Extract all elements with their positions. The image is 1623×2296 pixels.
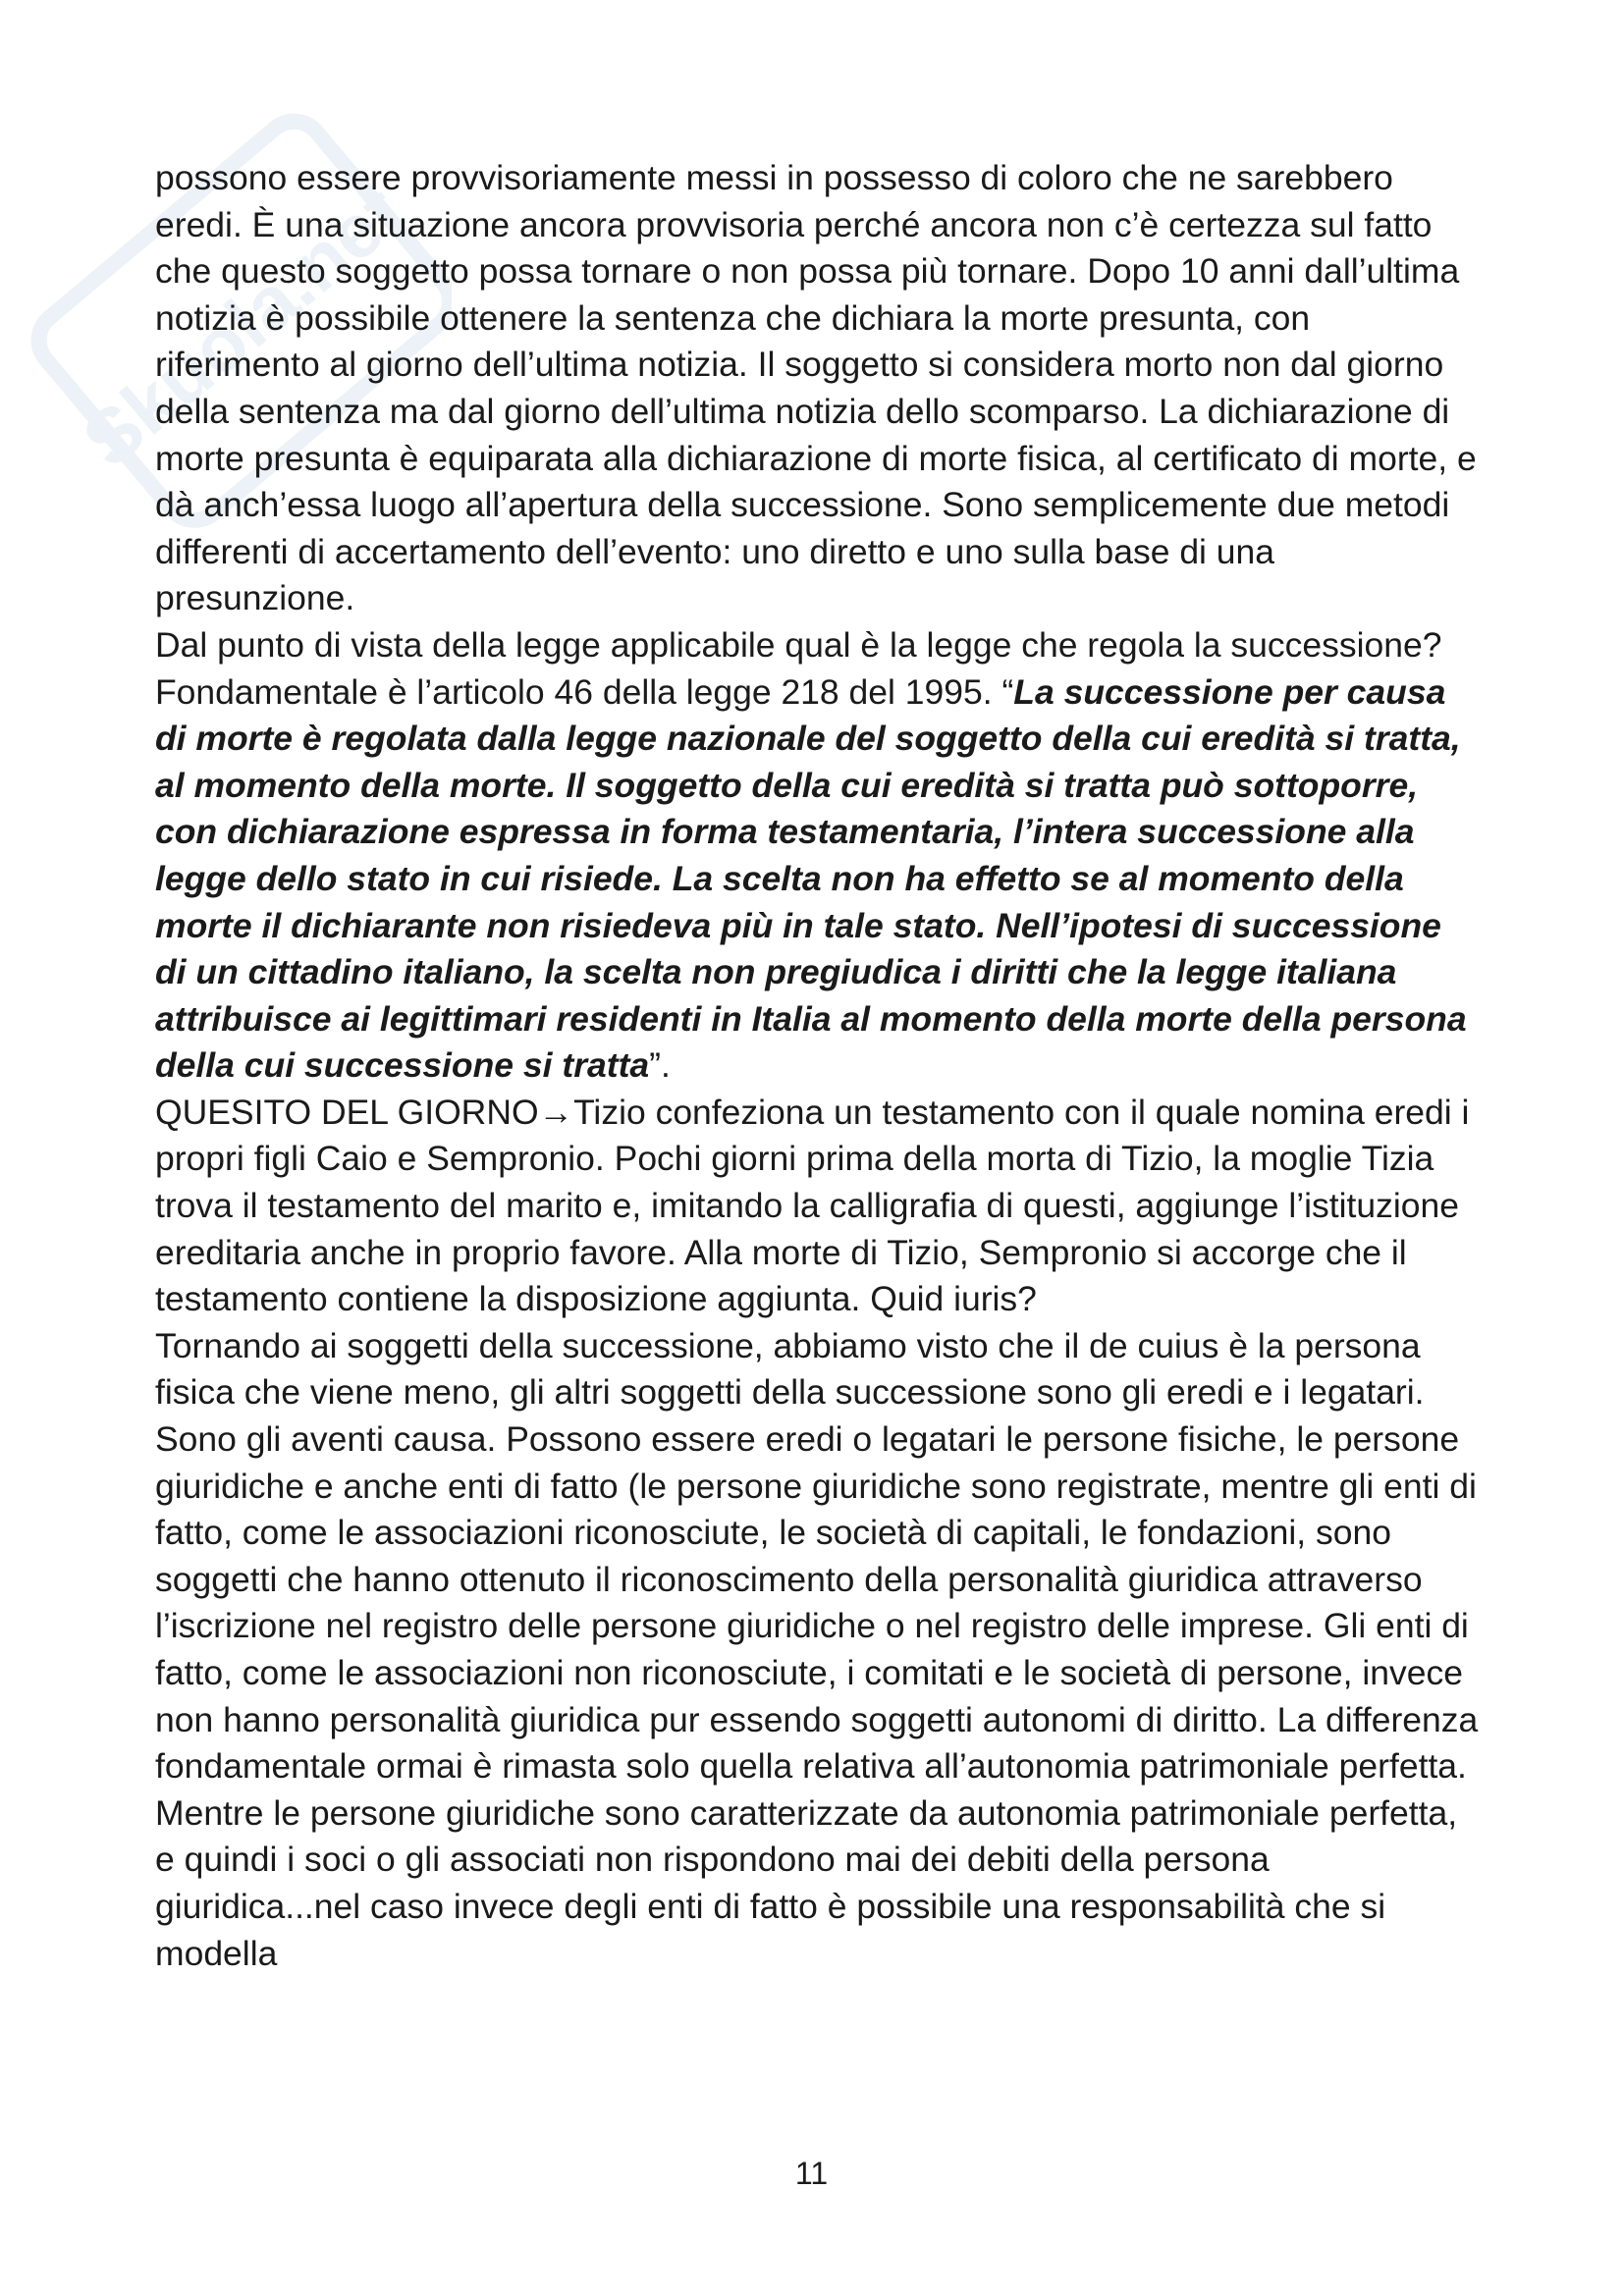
page-number: 11 bbox=[794, 2156, 829, 2191]
paragraph-soggetti: Tornando ai soggetti della successione, abbiamo visto che il de cuius è la persona fisica che viene meno, gli altri soggetti della successione sono gli eredi e i legatari. Sono gli aventi causa. Possono essere eredi o legatari le persone fisiche, le persone giuridiche e anche enti di fatto (le persone giuridiche sono registrate, mentre gli enti di fatto, come le associazioni riconosciute, le società di capitali, le fondazioni, sono soggetti che hanno ottenuto il riconoscimento della personalità giuridica attraverso l’iscrizione nel registro delle persone giuridiche o nel registro delle imprese. Gli enti di fatto, come le associazioni non riconosciute, i comitati e le società di persone, invece non hanno personalità giuridica pur essendo soggetti autonomi di diritto. La differenza fondamentale ormai è rimasta solo quella relativa all’autonomia patrimoniale perfetta. Mentre le persone giuridiche sono caratterizzate da autonomia patrimoniale perfetta, e quindi i soci o gli associati non rispondono mai dei debiti della persona giuridica...nel caso invece degli enti di fatto è possibile una responsabilità che si modella bbox=[155, 1325, 1479, 1973]
paragraph-legge-applicabile bbox=[155, 622, 1481, 1090]
paragraph-quesito: QUESITO DEL GIORNO→Tizio confeziona un testamento con il quale nomina eredi i propri figli Caio e Sempronio. Pochi giorni prima della morta di Tizio, la moglie Tizia trova il testamento del marito e, imitando la calligrafia di questi, aggiunge l’istituzione ereditaria anche in proprio favore. Alla morte di Tizio, Sempronio si accorge che il testamento contiene la disposizione aggiunta. Quid iuris? bbox=[155, 1092, 1470, 1319]
watermark-text: Skuola.net bbox=[66, 168, 419, 484]
document-body bbox=[155, 155, 1481, 1977]
quote-close: ”. bbox=[649, 1045, 671, 1086]
paragraph-intro: Dal punto di vista della legge applicabile qual è la legge che regola la successione? Fondamentale è l’articolo 46 della legge 218 del 1995. “ bbox=[155, 624, 1442, 712]
article-quote: La successione per causa di morte è regolata dalla legge nazionale del soggetto della cui eredità si tratta, al momento della morte. Il soggetto della cui eredità si tratta può sottoporre, con dichiarazione espressa in forma testamentaria, l’intera successione alla legge dello stato in cui risiede. La scelta non ha effetto se al momento della morte il dichiarante non risiedeva più in tale stato. Nell’ipotesi di successione di un cittadino italiano, la scelta non pregiudica i diritti che la legge italiana attribuisce ai legittimari residenti in Italia al momento della morte della persona della cui successione si tratta bbox=[155, 671, 1467, 1086]
paragraph-morte-presunta: possono essere provvisoriamente messi in possesso di coloro che ne sarebbero eredi. È una situazione ancora provvisoria perché ancora non c’è certezza sul fatto che questo soggetto possa tornare o non possa più tornare. Dopo 10 anni dall’ultima notizia è possibile ottenere la sentenza che dichiara la morte presunta, con riferimento al giorno dell’ultima notizia. Il soggetto si considera morto non dal giorno della sentenza ma dal giorno dell’ultima notizia dello scomparso. La dichiarazione di morte presunta è equiparata alla dichiarazione di morte fisica, al certificato di morte, e dà anch’essa luogo all’apertura della successione. Sono semplicemente due metodi differenti di accertamento dell’evento: uno diretto e uno sulla base di una presunzione. bbox=[155, 158, 1477, 618]
